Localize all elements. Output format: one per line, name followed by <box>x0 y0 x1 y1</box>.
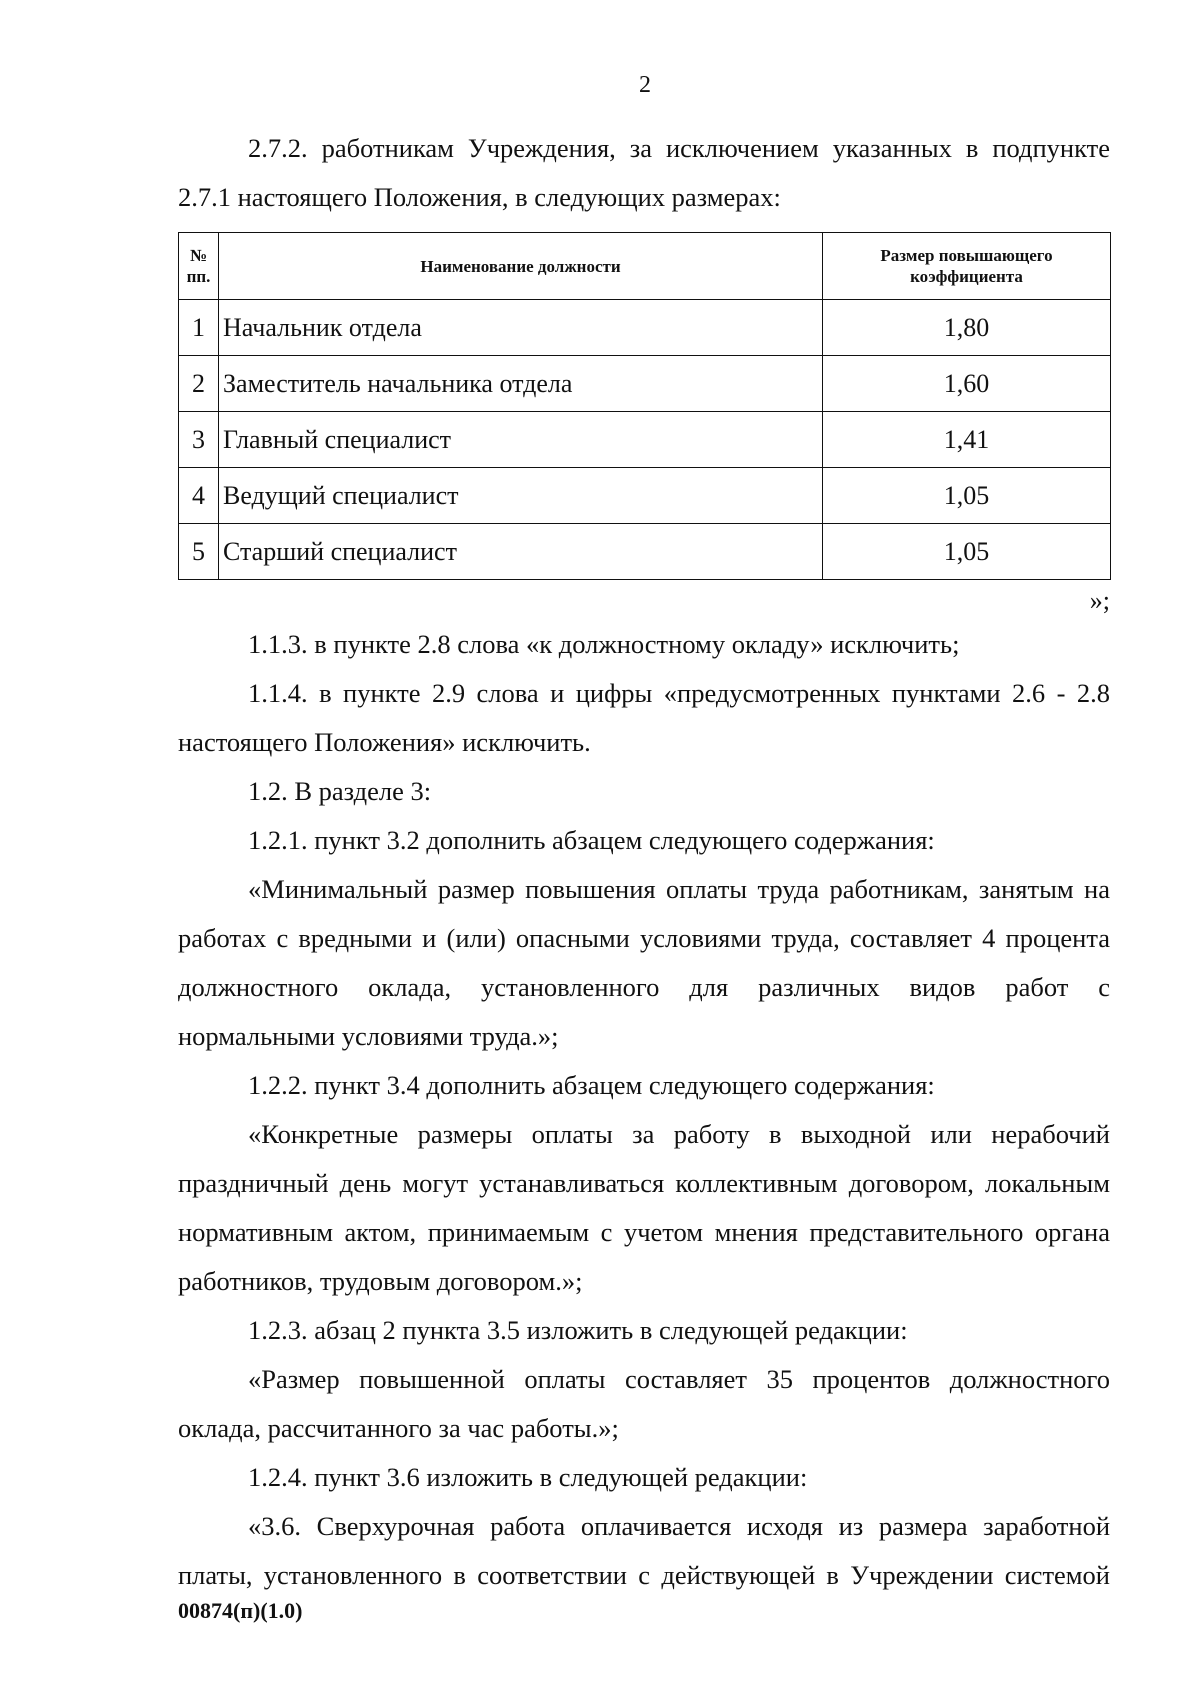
document-code: 00874(п)(1.0) <box>178 1598 303 1623</box>
table-closing-quote: »; <box>1089 586 1110 615</box>
table-row <box>179 524 1111 580</box>
quote-minimum-raise: «Минимальный размер повышения оплаты труда работникам, занятым на работах с вредными и (или) опасными условиями труда, составляет 4 процента должностного оклада, установленного для различных видов работ с нормальными условиями труда.»; <box>178 874 1110 1051</box>
page-number: 2 <box>639 72 651 98</box>
row-coefficient: 1,05 <box>823 524 1111 580</box>
header-coefficient: Размер повышающего коэффициента <box>823 233 1111 300</box>
positions-table <box>178 232 1111 580</box>
paragraph-1-2-1: 1.2.1. пункт 3.2 дополнить абзацем следующего содержания: <box>248 825 935 855</box>
paragraph-1-2-4: 1.2.4. пункт 3.6 изложить в следующей редакции: <box>248 1462 808 1492</box>
row-position-name: Главный специалист <box>219 412 823 468</box>
document-body <box>178 124 1110 1600</box>
row-number: 5 <box>179 524 219 580</box>
table-row <box>179 412 1111 468</box>
paragraph-1-2-3: 1.2.3. абзац 2 пункта 3.5 изложить в следующей редакции: <box>248 1315 908 1345</box>
row-coefficient: 1,41 <box>823 412 1111 468</box>
row-coefficient: 1,05 <box>823 468 1111 524</box>
paragraph-1-1-4: 1.1.4. в пункте 2.9 слова и цифры «предусмотренных пунктами 2.6 - 2.8 настоящего Положения» исключить. <box>178 678 1110 757</box>
table-row <box>179 300 1111 356</box>
row-coefficient: 1,60 <box>823 356 1111 412</box>
header-position-name: Наименование должности <box>219 233 823 300</box>
quote-increased-pay: «Размер повышенной оплаты составляет 35 процентов должностного оклада, рассчитанного за час работы.»; <box>178 1364 1110 1443</box>
table-row <box>179 468 1111 524</box>
quote-overtime: «3.6. Сверхурочная работа оплачивается исходя из размера заработной платы, установленного в соответствии с действующей в Учреждении системой <box>178 1511 1110 1590</box>
row-coefficient: 1,80 <box>823 300 1111 356</box>
table-row <box>179 356 1111 412</box>
intro-paragraph: 2.7.2. работникам Учреждения, за исключением указанных в подпункте 2.7.1 настоящего Положения, в следующих размерах: <box>178 133 1110 212</box>
row-position-name: Заместитель начальника отдела <box>219 356 823 412</box>
paragraph-1-1-3: 1.1.3. в пункте 2.8 слова «к должностному окладу» исключить; <box>248 629 960 659</box>
quote-weekend-pay: «Конкретные размеры оплаты за работу в выходной или нерабочий праздничный день могут устанавливаться коллективным договором, локальным нормативным актом, принимаемым с учетом мнения представительного органа работников, трудовым договором.»; <box>178 1119 1110 1296</box>
paragraph-1-2-2: 1.2.2. пункт 3.4 дополнить абзацем следующего содержания: <box>248 1070 935 1100</box>
row-number: 2 <box>179 356 219 412</box>
paragraph-1-2: 1.2. В разделе 3: <box>248 776 432 806</box>
row-number: 1 <box>179 300 219 356</box>
row-position-name: Ведущий специалист <box>219 468 823 524</box>
row-number: 4 <box>179 468 219 524</box>
row-position-name: Старший специалист <box>219 524 823 580</box>
header-number: № пп. <box>179 233 219 300</box>
row-position-name: Начальник отдела <box>219 300 823 356</box>
row-number: 3 <box>179 412 219 468</box>
table-header-row <box>179 233 1111 300</box>
